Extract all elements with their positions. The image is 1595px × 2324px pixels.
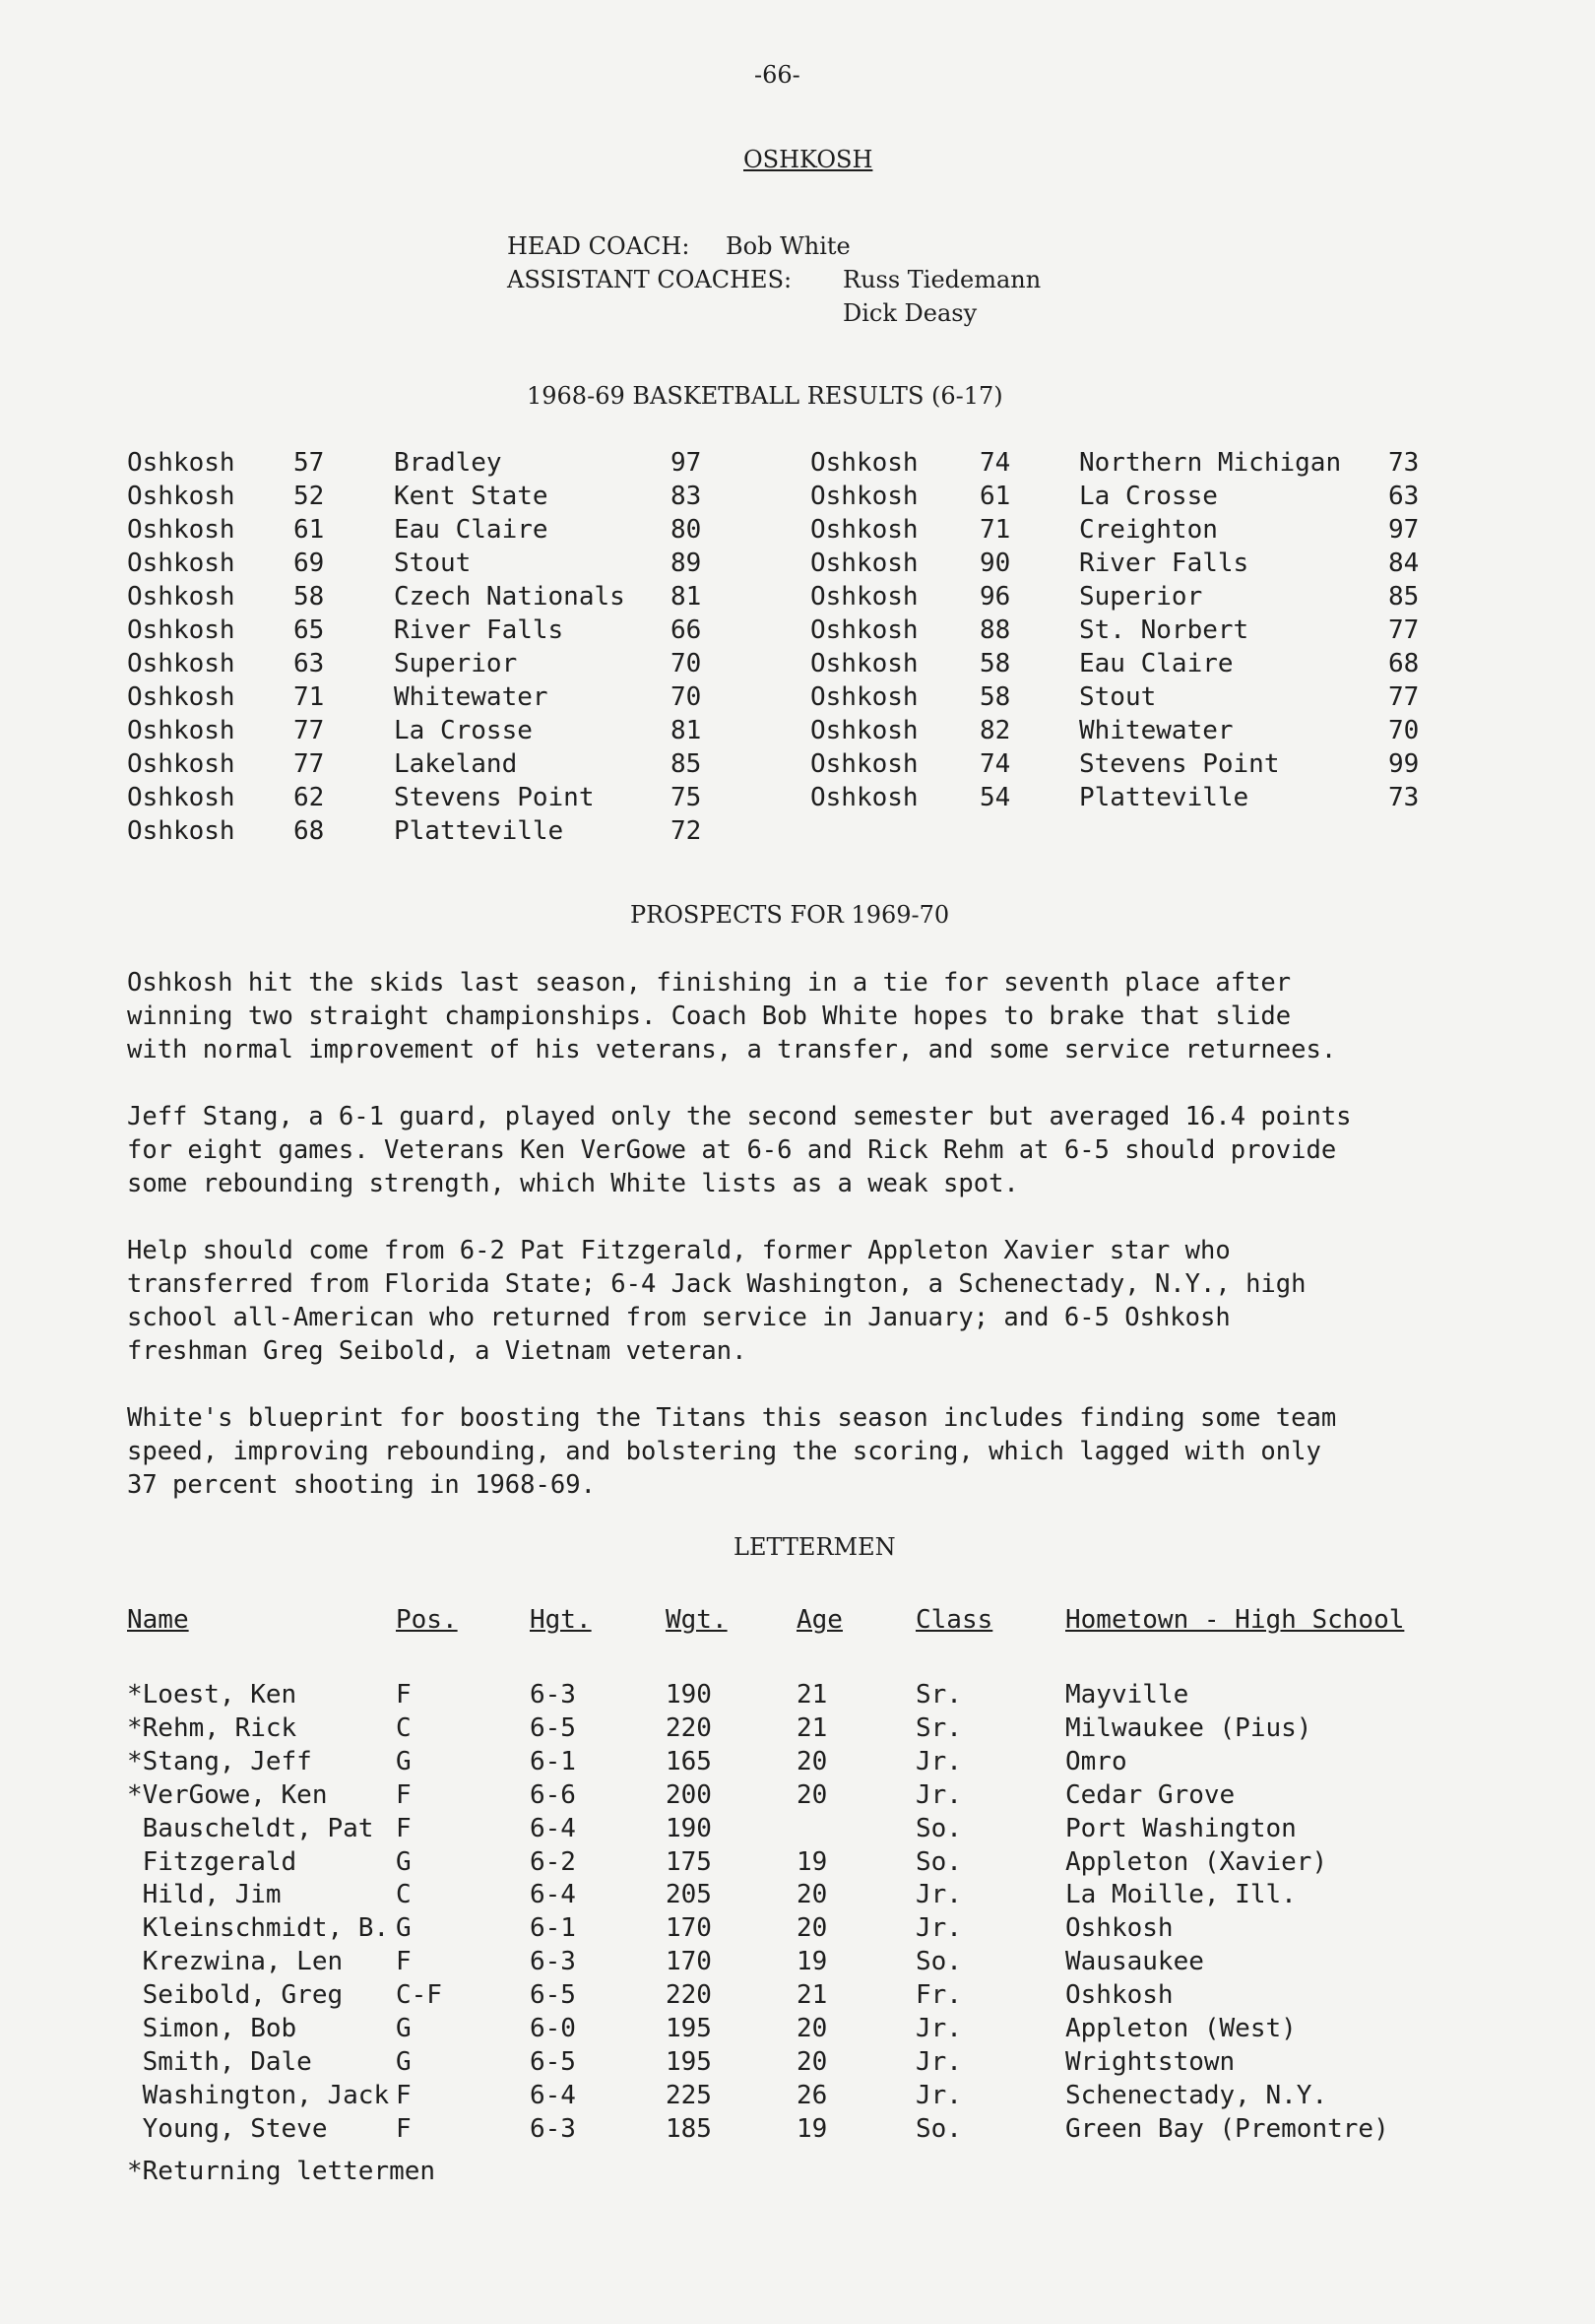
opponent-score: 83 xyxy=(670,482,702,511)
school-title: OSHKOSH xyxy=(743,146,873,173)
cell-position: C-F xyxy=(396,1980,442,2011)
opponent-score: 97 xyxy=(670,448,702,478)
team-score: 74 xyxy=(980,749,1011,779)
cell-height: 6-1 xyxy=(530,1746,576,1776)
cell-class: Jr. xyxy=(916,1913,962,1944)
opponent-score: 77 xyxy=(1388,615,1420,645)
cell-class: Jr. xyxy=(916,1746,962,1776)
opponent-score: 70 xyxy=(670,682,702,712)
team-name: Oshkosh xyxy=(810,716,919,745)
cell-height: 6-5 xyxy=(530,1980,576,2011)
team-name: Oshkosh xyxy=(810,549,919,578)
opponent-name: Eau Claire xyxy=(1079,649,1234,678)
team-score: 71 xyxy=(293,682,325,712)
opponent-score: 68 xyxy=(1388,649,1420,678)
team-name: Oshkosh xyxy=(127,515,235,545)
cell-height: 6-5 xyxy=(530,1712,576,1743)
lettermen-title: LETTERMEN xyxy=(734,1533,896,1561)
cell-class: So. xyxy=(916,2113,962,2144)
opponent-score: 85 xyxy=(1388,582,1420,612)
opponent-score: 66 xyxy=(670,615,702,645)
cell-height: 6-6 xyxy=(530,1779,576,1810)
cell-position: F xyxy=(396,2080,412,2110)
cell-height: 6-1 xyxy=(530,1913,576,1944)
team-name: Oshkosh xyxy=(810,482,919,511)
cell-height: 6-5 xyxy=(530,2046,576,2077)
cell-height: 6-4 xyxy=(530,1813,576,1843)
opponent-name: Bradley xyxy=(394,448,502,478)
cell-name: Krezwina, Len xyxy=(127,1947,344,1977)
opponent-name: Superior xyxy=(1079,582,1203,612)
opponent-name: Czech Nationals xyxy=(394,582,625,612)
opponent-name: Stevens Point xyxy=(1079,749,1280,779)
team-score: 62 xyxy=(293,783,325,812)
opponent-score: 75 xyxy=(670,783,702,812)
cell-age: 19 xyxy=(797,2113,828,2144)
team-score: 71 xyxy=(980,515,1011,545)
cell-position: G xyxy=(396,1846,412,1877)
opponent-score: 73 xyxy=(1388,448,1420,478)
cell-weight: 220 xyxy=(666,1980,712,2011)
cell-position: G xyxy=(396,2046,412,2077)
page-number: -66- xyxy=(754,61,800,89)
cell-name: Seibold, Greg xyxy=(127,1980,344,2011)
opponent-name: Platteville xyxy=(1079,783,1249,812)
cell-height: 6-0 xyxy=(530,2014,576,2043)
cell-position: C xyxy=(396,1712,412,1743)
team-name: Oshkosh xyxy=(127,549,235,578)
cell-position: G xyxy=(396,1913,412,1944)
opponent-score: 73 xyxy=(1388,783,1420,812)
cell-name: Smith, Dale xyxy=(127,2046,312,2077)
opponent-name: River Falls xyxy=(394,615,564,645)
team-score: 58 xyxy=(980,649,1011,678)
opponent-name: Lakeland xyxy=(394,749,518,779)
cell-weight: 205 xyxy=(666,1880,712,1910)
opponent-name: La Crosse xyxy=(1079,482,1218,511)
team-name: Oshkosh xyxy=(127,448,235,478)
prospects-paragraph: Jeff Stang, a 6-1 guard, played only the second semester but averaged 16.4 points for eight games. Veterans Ken VerGowe at 6-6 and Rick Rehm at 6-5 should provide some rebounding strength, which White lists as a weak spot. xyxy=(127,1102,1352,1198)
cell-position: F xyxy=(396,1680,412,1710)
cell-name: Young, Steve xyxy=(127,2113,328,2144)
cell-class: So. xyxy=(916,1947,962,1977)
cell-weight: 175 xyxy=(666,1846,712,1877)
cell-age: 20 xyxy=(797,1880,828,1910)
team-name: Oshkosh xyxy=(127,816,235,846)
cell-height: 6-2 xyxy=(530,1846,576,1877)
cell-name: Washington, Jack xyxy=(127,2080,390,2110)
team-score: 54 xyxy=(980,783,1011,812)
head-coach-label: HEAD COACH: xyxy=(507,232,690,260)
cell-age: 19 xyxy=(797,1947,828,1977)
opponent-name: River Falls xyxy=(1079,549,1249,578)
team-score: 68 xyxy=(293,816,325,846)
cell-name: Fitzgerald xyxy=(127,1846,297,1877)
cell-age: 21 xyxy=(797,1680,828,1710)
team-name: Oshkosh xyxy=(810,682,919,712)
team-score: 82 xyxy=(980,716,1011,745)
team-name: Oshkosh xyxy=(810,783,919,812)
cell-weight: 220 xyxy=(666,1712,712,1743)
cell-hometown: Cedar Grove xyxy=(1065,1779,1236,1810)
cell-age: 20 xyxy=(797,1746,828,1776)
opponent-score: 77 xyxy=(1388,682,1420,712)
cell-weight: 200 xyxy=(666,1779,712,1810)
opponent-name: St. Norbert xyxy=(1079,615,1249,645)
team-name: Oshkosh xyxy=(127,615,235,645)
cell-height: 6-4 xyxy=(530,1880,576,1910)
opponent-name: La Crosse xyxy=(394,716,533,745)
opponent-score: 72 xyxy=(670,816,702,846)
opponent-score: 70 xyxy=(670,649,702,678)
opponent-score: 63 xyxy=(1388,482,1420,511)
cell-hometown: Wausaukee xyxy=(1065,1947,1204,1977)
cell-weight: 165 xyxy=(666,1746,712,1776)
cell-age: 21 xyxy=(797,1712,828,1743)
cell-position: G xyxy=(396,1746,412,1776)
cell-name: Simon, Bob xyxy=(127,2014,297,2043)
opponent-score: 99 xyxy=(1388,749,1420,779)
opponent-score: 89 xyxy=(670,549,702,578)
team-name: Oshkosh xyxy=(127,749,235,779)
opponent-name: Stout xyxy=(394,549,472,578)
cell-weight: 190 xyxy=(666,1680,712,1710)
cell-name: Kleinschmidt, B. xyxy=(127,1913,390,1944)
cell-position: C xyxy=(396,1880,412,1910)
team-name: Oshkosh xyxy=(127,682,235,712)
prospects-paragraph: White's blueprint for boosting the Titans this season includes finding some team speed, improving rebounding, and bolstering the scoring, which lagged with only 37 percent shooting in 1968-69. xyxy=(127,1403,1337,1500)
column-header-hometown: Hometown - High School xyxy=(1065,1605,1405,1635)
team-name: Oshkosh xyxy=(127,716,235,745)
cell-hometown: Milwaukee (Pius) xyxy=(1065,1712,1312,1743)
team-score: 58 xyxy=(293,582,325,612)
cell-position: F xyxy=(396,2113,412,2144)
team-name: Oshkosh xyxy=(810,749,919,779)
team-score: 61 xyxy=(293,515,325,545)
cell-height: 6-3 xyxy=(530,1680,576,1710)
opponent-name: Northern Michigan xyxy=(1079,448,1342,478)
team-score: 88 xyxy=(980,615,1011,645)
cell-name: Hild, Jim xyxy=(127,1880,282,1910)
cell-weight: 170 xyxy=(666,1947,712,1977)
cell-class: So. xyxy=(916,1813,962,1843)
team-name: Oshkosh xyxy=(810,582,919,612)
column-header-name: Name xyxy=(127,1605,189,1635)
team-score: 69 xyxy=(293,549,325,578)
team-score: 77 xyxy=(293,749,325,779)
cell-position: G xyxy=(396,2014,412,2043)
cell-class: Jr. xyxy=(916,1779,962,1810)
opponent-name: Stevens Point xyxy=(394,783,595,812)
team-name: Oshkosh xyxy=(127,582,235,612)
team-score: 58 xyxy=(980,682,1011,712)
assistant-coach-name: Russ Tiedemann xyxy=(843,266,1042,293)
cell-position: F xyxy=(396,1779,412,1810)
cell-name: *Rehm, Rick xyxy=(127,1712,297,1743)
cell-weight: 225 xyxy=(666,2080,712,2110)
cell-hometown: Wrightstown xyxy=(1065,2046,1236,2077)
cell-hometown: Green Bay (Premontre) xyxy=(1065,2113,1389,2144)
column-header-weight: Wgt. xyxy=(666,1605,728,1635)
cell-hometown: Port Washington xyxy=(1065,1813,1297,1843)
opponent-name: Stout xyxy=(1079,682,1157,712)
cell-class: So. xyxy=(916,1846,962,1877)
cell-height: 6-3 xyxy=(530,2113,576,2144)
cell-age: 19 xyxy=(797,1846,828,1877)
cell-class: Sr. xyxy=(916,1680,962,1710)
team-score: 61 xyxy=(980,482,1011,511)
cell-hometown: Oshkosh xyxy=(1065,1980,1174,2011)
assistant-coaches-label: ASSISTANT COACHES: xyxy=(507,266,793,293)
cell-name: *VerGowe, Ken xyxy=(127,1779,328,1810)
team-score: 77 xyxy=(293,716,325,745)
assistant-coach-name: Dick Deasy xyxy=(843,299,978,327)
opponent-score: 85 xyxy=(670,749,702,779)
cell-name: Bauscheldt, Pat xyxy=(127,1813,374,1843)
cell-name: *Stang, Jeff xyxy=(127,1746,312,1776)
cell-hometown: Oshkosh xyxy=(1065,1913,1174,1944)
cell-class: Fr. xyxy=(916,1980,962,2011)
opponent-name: Superior xyxy=(394,649,518,678)
prospects-title: PROSPECTS FOR 1969-70 xyxy=(630,901,950,929)
team-score: 90 xyxy=(980,549,1011,578)
cell-hometown: Appleton (West) xyxy=(1065,2014,1297,2043)
cell-age: 21 xyxy=(797,1980,828,2011)
column-header-height: Hgt. xyxy=(530,1605,592,1635)
opponent-name: Platteville xyxy=(394,816,564,846)
team-name: Oshkosh xyxy=(810,615,919,645)
cell-hometown: Appleton (Xavier) xyxy=(1065,1846,1328,1877)
cell-height: 6-4 xyxy=(530,2080,576,2110)
team-name: Oshkosh xyxy=(127,783,235,812)
results-title: 1968-69 BASKETBALL RESULTS (6-17) xyxy=(527,382,1003,410)
team-score: 52 xyxy=(293,482,325,511)
opponent-score: 97 xyxy=(1388,515,1420,545)
cell-class: Jr. xyxy=(916,2046,962,2077)
cell-weight: 195 xyxy=(666,2046,712,2077)
cell-hometown: La Moille, Ill. xyxy=(1065,1880,1297,1910)
cell-age: 20 xyxy=(797,2014,828,2043)
team-name: Oshkosh xyxy=(810,649,919,678)
cell-age: 26 xyxy=(797,2080,828,2110)
opponent-score: 84 xyxy=(1388,549,1420,578)
opponent-name: Whitewater xyxy=(394,682,548,712)
team-score: 74 xyxy=(980,448,1011,478)
prospects-paragraph: Help should come from 6-2 Pat Fitzgerald, former Appleton Xavier star who transferred from Florida State; 6-4 Jack Washington, a Schenectady, N.Y., high school all-American who returned from service in January; and 6-5 Oshkosh freshman Greg Seibold, a Vietnam veteran. xyxy=(127,1236,1307,1366)
cell-class: Jr. xyxy=(916,1880,962,1910)
cell-age: 20 xyxy=(797,2046,828,2077)
column-header-age: Age xyxy=(797,1605,843,1635)
cell-age: 20 xyxy=(797,1913,828,1944)
column-header-class: Class xyxy=(916,1605,993,1635)
cell-position: F xyxy=(396,1813,412,1843)
cell-class: Sr. xyxy=(916,1712,962,1743)
footnote: *Returning lettermen xyxy=(127,2157,436,2186)
cell-hometown: Omro xyxy=(1065,1746,1127,1776)
prospects-paragraph: Oshkosh hit the skids last season, finishing in a tie for seventh place after winning two straight championships. Coach Bob White hopes to brake that slide with normal improvement of his veterans, a transfer, and some service returnees. xyxy=(127,968,1337,1065)
cell-hometown: Mayville xyxy=(1065,1680,1189,1710)
cell-class: Jr. xyxy=(916,2014,962,2043)
team-score: 57 xyxy=(293,448,325,478)
team-score: 63 xyxy=(293,649,325,678)
opponent-score: 81 xyxy=(670,716,702,745)
team-name: Oshkosh xyxy=(810,515,919,545)
opponent-score: 70 xyxy=(1388,716,1420,745)
cell-name: *Loest, Ken xyxy=(127,1680,297,1710)
column-header-position: Pos. xyxy=(396,1605,458,1635)
cell-position: F xyxy=(396,1947,412,1977)
cell-weight: 190 xyxy=(666,1813,712,1843)
opponent-name: Kent State xyxy=(394,482,548,511)
cell-weight: 185 xyxy=(666,2113,712,2144)
cell-age: 20 xyxy=(797,1779,828,1810)
opponent-score: 81 xyxy=(670,582,702,612)
cell-class: Jr. xyxy=(916,2080,962,2110)
cell-hometown: Schenectady, N.Y. xyxy=(1065,2080,1328,2110)
cell-height: 6-3 xyxy=(530,1947,576,1977)
cell-weight: 195 xyxy=(666,2014,712,2043)
team-name: Oshkosh xyxy=(127,482,235,511)
team-score: 65 xyxy=(293,615,325,645)
cell-weight: 170 xyxy=(666,1913,712,1944)
team-name: Oshkosh xyxy=(810,448,919,478)
opponent-name: Creighton xyxy=(1079,515,1218,545)
opponent-name: Eau Claire xyxy=(394,515,548,545)
opponent-score: 80 xyxy=(670,515,702,545)
head-coach-name: Bob White xyxy=(726,232,851,260)
team-score: 96 xyxy=(980,582,1011,612)
team-name: Oshkosh xyxy=(127,649,235,678)
opponent-name: Whitewater xyxy=(1079,716,1234,745)
